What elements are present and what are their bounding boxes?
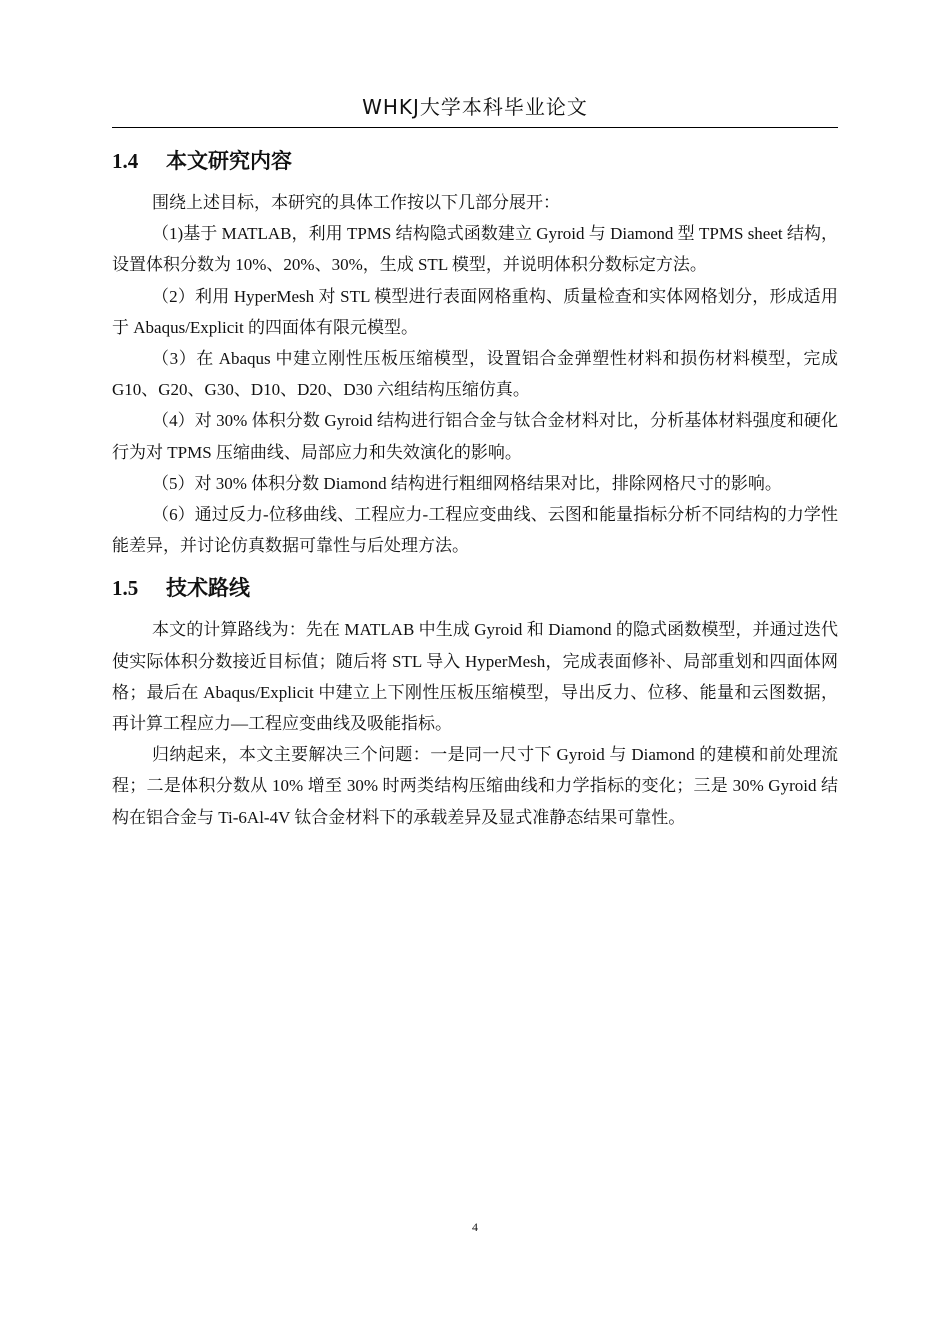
section-research-content — [112, 144, 838, 561]
section-heading-research-content — [112, 144, 838, 178]
section-spacing — [112, 561, 838, 571]
section-title: 技术路线 — [166, 576, 250, 601]
summary-paragraph: 归纳起来，本文主要解决三个问题：一是同一尺寸下 Gyroid 与 Diamond 的建模和前处理流程；二是体积分数从 10% 增至 30% 时两类结构压缩曲线和力学指标的变化；三是 30% Gyroid 结构在铝合金与 Ti-6Al-4V 钛合金材料下的承载差异及显式准静态结果可靠性。 — [112, 745, 838, 827]
research-item-4: （4）对 30% 体积分数 Gyroid 结构进行铝合金与钛合金材料对比，分析基体材料强度和硬化行为对 TPMS 压缩曲线、局部应力和失效演化的影响。 — [112, 411, 838, 462]
research-item-3: （3）在 Abaqus 中建立刚性压板压缩模型，设置铝合金弹塑性材料和损伤材料模型，完成 G10、G20、G30、D10、D20、D30 六组结构压缩仿真。 — [112, 349, 838, 400]
section-technical-route — [112, 571, 838, 832]
section-title: 本文研究内容 — [166, 149, 292, 173]
page-number: 4 — [472, 1220, 478, 1234]
intro-paragraph: 围绕上述目标，本研究的具体工作按以下几部分展开： — [152, 193, 560, 212]
research-item-1: （1)基于 MATLAB，利用 TPMS 结构隐式函数建立 Gyroid 与 Diamond 型 TPMS sheet 结构，设置体积分数为 10%、20%、30%，生成 STL 模型，并说明体积分数标定方法。 — [112, 224, 838, 275]
section-number: 1.5 — [112, 576, 139, 601]
research-item-2: （2）利用 HyperMesh 对 STL 模型进行表面网格重构、质量检查和实体网格划分，形成适用于 Abaqus/Explicit 的四面体有限元模型。 — [112, 286, 838, 337]
technical-route-paragraph: 本文的计算路线为：先在 MATLAB 中生成 Gyroid 和 Diamond 的隐式函数模型，并通过迭代使实际体积分数接近目标值；随后将 STL 导入 HyperMesh，完成表面修补、局部重划和四面体网格；最后在 Abaqus/Explicit 中建立上下刚性压板压缩模型，导出反力、位移、能量和云图数据，再计算工程应力—工程应变曲线及吸能指标。 — [112, 620, 838, 734]
header-divider — [112, 127, 838, 128]
document-content — [112, 144, 838, 833]
section-number: 1.4 — [112, 149, 139, 173]
research-item-6: （6）通过反力-位移曲线、工程应力-工程应变曲线、云图和能量指标分析不同结构的力学性能差异，并讨论仿真数据可靠性与后处理方法。 — [112, 505, 838, 556]
page-header-title: WHKJ大学本科毕业论文 — [362, 95, 588, 119]
research-item-5: （5）对 30% 体积分数 Diamond 结构进行粗细网格结果对比，排除网格尺寸的影响。 — [152, 473, 782, 493]
section-heading-technical-route — [112, 571, 838, 605]
